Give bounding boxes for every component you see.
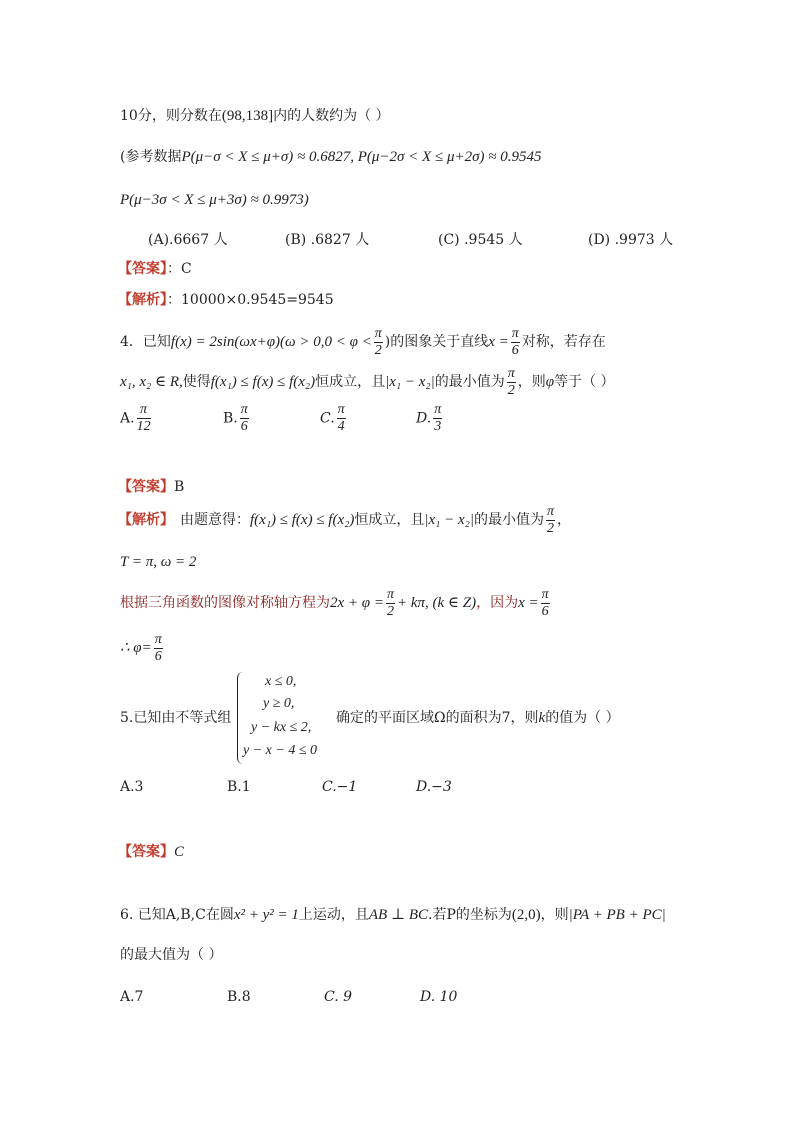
symmetry-text: ，因为 [476, 595, 519, 611]
q6-stem-line-2 [120, 945, 222, 965]
q4-stem-text-2: )的图象关于直线 [384, 334, 489, 350]
analysis-label: 【解析】 [118, 512, 174, 528]
q3-option-a: (A).6667 人 [148, 232, 228, 248]
option-fraction: $\frac{\pi}{4}$ [337, 402, 345, 434]
q3-reference-line-1 [120, 147, 541, 167]
q6-stem-text: 6. 已知A,B,C在圆 [120, 907, 234, 923]
answer-value: ：C [167, 261, 192, 277]
option-fraction: $\frac{\pi}{3}$ [434, 402, 442, 434]
q4-stem-line-2 [120, 362, 615, 402]
period-math: T = π, ω = 2 [120, 554, 197, 570]
q4-options [120, 402, 620, 444]
inequality-row: y − x − 4 ≤ 0 [243, 743, 318, 758]
q6-option-d: D. 10 [420, 989, 458, 1005]
symmetry-fraction: $\frac{\pi}{2}$ [386, 586, 394, 619]
q5-k-math: k [538, 710, 546, 726]
q4-conclusion-line [120, 628, 165, 668]
symmetry-math: x = [518, 595, 539, 611]
q6-vector-math: |PA + PB + PC| [568, 907, 666, 923]
q4-option-a: A. $\frac{\pi}{12}$ [120, 402, 151, 434]
q4-stem-text: 4．已知 [120, 334, 171, 350]
q6-stem-line-1 [120, 905, 666, 925]
answer-label: 【答案】 [118, 479, 174, 495]
option-fraction: $\frac{\pi}{12}$ [136, 402, 151, 434]
q4-pi-over-2-fraction: $\frac{\pi}{2}$ [507, 365, 515, 398]
inequality-row: y − kx ≤ 2, [251, 720, 312, 735]
q5-stem-prefix [120, 708, 231, 728]
answer-value: B [174, 479, 185, 495]
q3-option-c: (C) .9545 人 [438, 232, 523, 248]
q5-stem-text: 确定的平面区域Ω的面积为7，则 [336, 710, 539, 726]
q6-option-c: C. 9 [324, 989, 353, 1005]
q3-reference-line-2 [120, 190, 309, 210]
q3-ref-math-2: P(μ−3σ < X ≤ μ+3σ) ≈ 0.9973) [120, 192, 309, 208]
q5-option-a: A.3 [120, 779, 144, 795]
q4-text: 使得 [182, 374, 211, 390]
q4-symmetry-line [120, 583, 552, 623]
q4-stem-line-1 [120, 322, 606, 362]
conclusion-math: ∴ φ= [120, 640, 152, 656]
q4-option-b: B. $\frac{\pi}{6}$ [223, 402, 248, 434]
symmetry-math: 2x + φ = [330, 595, 384, 611]
q3-stem-text-2: 内的人数约为（ ） [273, 108, 390, 124]
q6-perp-math: AB ⊥ BC [368, 907, 428, 923]
q5-option-b: B.1 [227, 779, 251, 795]
analysis-label: 【解析】 [118, 292, 167, 308]
option-fraction: $\frac{\pi}{6}$ [240, 402, 248, 434]
q4-text: ，则 [517, 374, 546, 390]
q4-math-ineq: f(x₁) ≤ f(x) ≤ f(x₂) [210, 374, 316, 390]
conclusion-fraction: $\frac{\pi}{6}$ [154, 631, 162, 664]
q3-stem-text: 10分，则分数在 [120, 108, 222, 124]
q5-option-c: C.−1 [322, 779, 358, 795]
q6-option-b: B.8 [227, 989, 251, 1005]
q4-line-math: x = [488, 334, 509, 350]
q5-inequality-system [237, 672, 329, 764]
q4-answer [118, 477, 184, 497]
q4-stem-text-3: 对称，若存在 [521, 334, 606, 350]
q3-interval: (98,138] [221, 108, 274, 124]
analysis-text: ：10000×0.9545=9545 [167, 292, 334, 308]
q3-analysis [118, 290, 334, 310]
analysis-text: 的最小值为 [473, 512, 544, 528]
q3-option-d: (D) .9973 人 [588, 232, 674, 248]
q4-period-line [120, 552, 196, 572]
analysis-math: f(x₁) ≤ f(x) ≤ f(x₂) [250, 512, 355, 528]
q6-stem-text: ，则 [540, 907, 569, 923]
q3-ref-prefix: (参考数据 [120, 149, 182, 165]
analysis-math: |x₁ − x₂| [424, 512, 474, 528]
answer-label: 【答案】 [118, 844, 174, 860]
q6-point-math: (2,0) [511, 907, 541, 923]
q3-answer [118, 259, 192, 279]
q4-text: 等于（ ） [554, 374, 615, 390]
answer-label: 【答案】 [118, 261, 167, 277]
q5-stem-text: 5.已知由不等式组 [120, 710, 232, 726]
analysis-text: ， [556, 512, 571, 528]
q4-option-c: C. $\frac{\pi}{4}$ [320, 402, 345, 434]
q6-stem-text: 的最大值为（ ） [120, 947, 223, 963]
analysis-text: 恒成立，且 [354, 512, 425, 528]
q4-function-math: f(x) = 2sin(ωx+φ)(ω > 0,0 < φ < [170, 334, 372, 350]
q3-stem-line [120, 106, 390, 126]
answer-value: C [174, 844, 185, 860]
q4-analysis [118, 500, 571, 540]
q6-circle-math: x² + y² = 1 [233, 907, 299, 923]
inequality-row: y ≥ 0, [263, 696, 295, 711]
q5-stem-text: 的值为（ ） [545, 710, 620, 726]
analysis-text: 由题意得： [180, 512, 250, 528]
q5-answer [118, 842, 184, 862]
q4-pi-over-6-fraction: $\frac{\pi}{6}$ [511, 325, 519, 358]
analysis-fraction: $\frac{\pi}{2}$ [546, 503, 554, 536]
symmetry-fraction: $\frac{\pi}{6}$ [541, 586, 549, 619]
q4-math-x1x2: x₁, x₂ ∈ R, [120, 374, 183, 390]
symmetry-text: 根据三角函数的图像对称轴方程为 [120, 595, 330, 611]
q4-math-abs: |x₁ − x₂| [385, 374, 435, 390]
q5-option-d: D.−3 [416, 779, 452, 795]
q6-stem-text: .若P的坐标为 [428, 907, 512, 923]
q6-option-a: A.7 [120, 989, 144, 1005]
q4-text: 的最小值为 [434, 374, 505, 390]
q6-stem-text: 上运动，且 [298, 907, 369, 923]
q4-option-d: D. $\frac{\pi}{3}$ [416, 402, 442, 434]
inequality-row: x ≤ 0, [265, 674, 297, 689]
q4-text: 恒成立，且 [315, 374, 386, 390]
q5-stem-suffix [336, 708, 620, 728]
q3-ref-math-1: P(μ−σ < X ≤ μ+σ) ≈ 0.6827, P(μ−2σ < X ≤ μ+2σ) ≈ 0.9545 [181, 149, 542, 165]
q3-option-b: (B) .6827 人 [285, 232, 370, 248]
symmetry-math: + kπ, (k ∈ Z) [396, 595, 477, 611]
q4-pi-over-2-fraction: $\frac{\pi}{2}$ [374, 325, 382, 358]
q4-math-phi: φ [545, 374, 555, 390]
